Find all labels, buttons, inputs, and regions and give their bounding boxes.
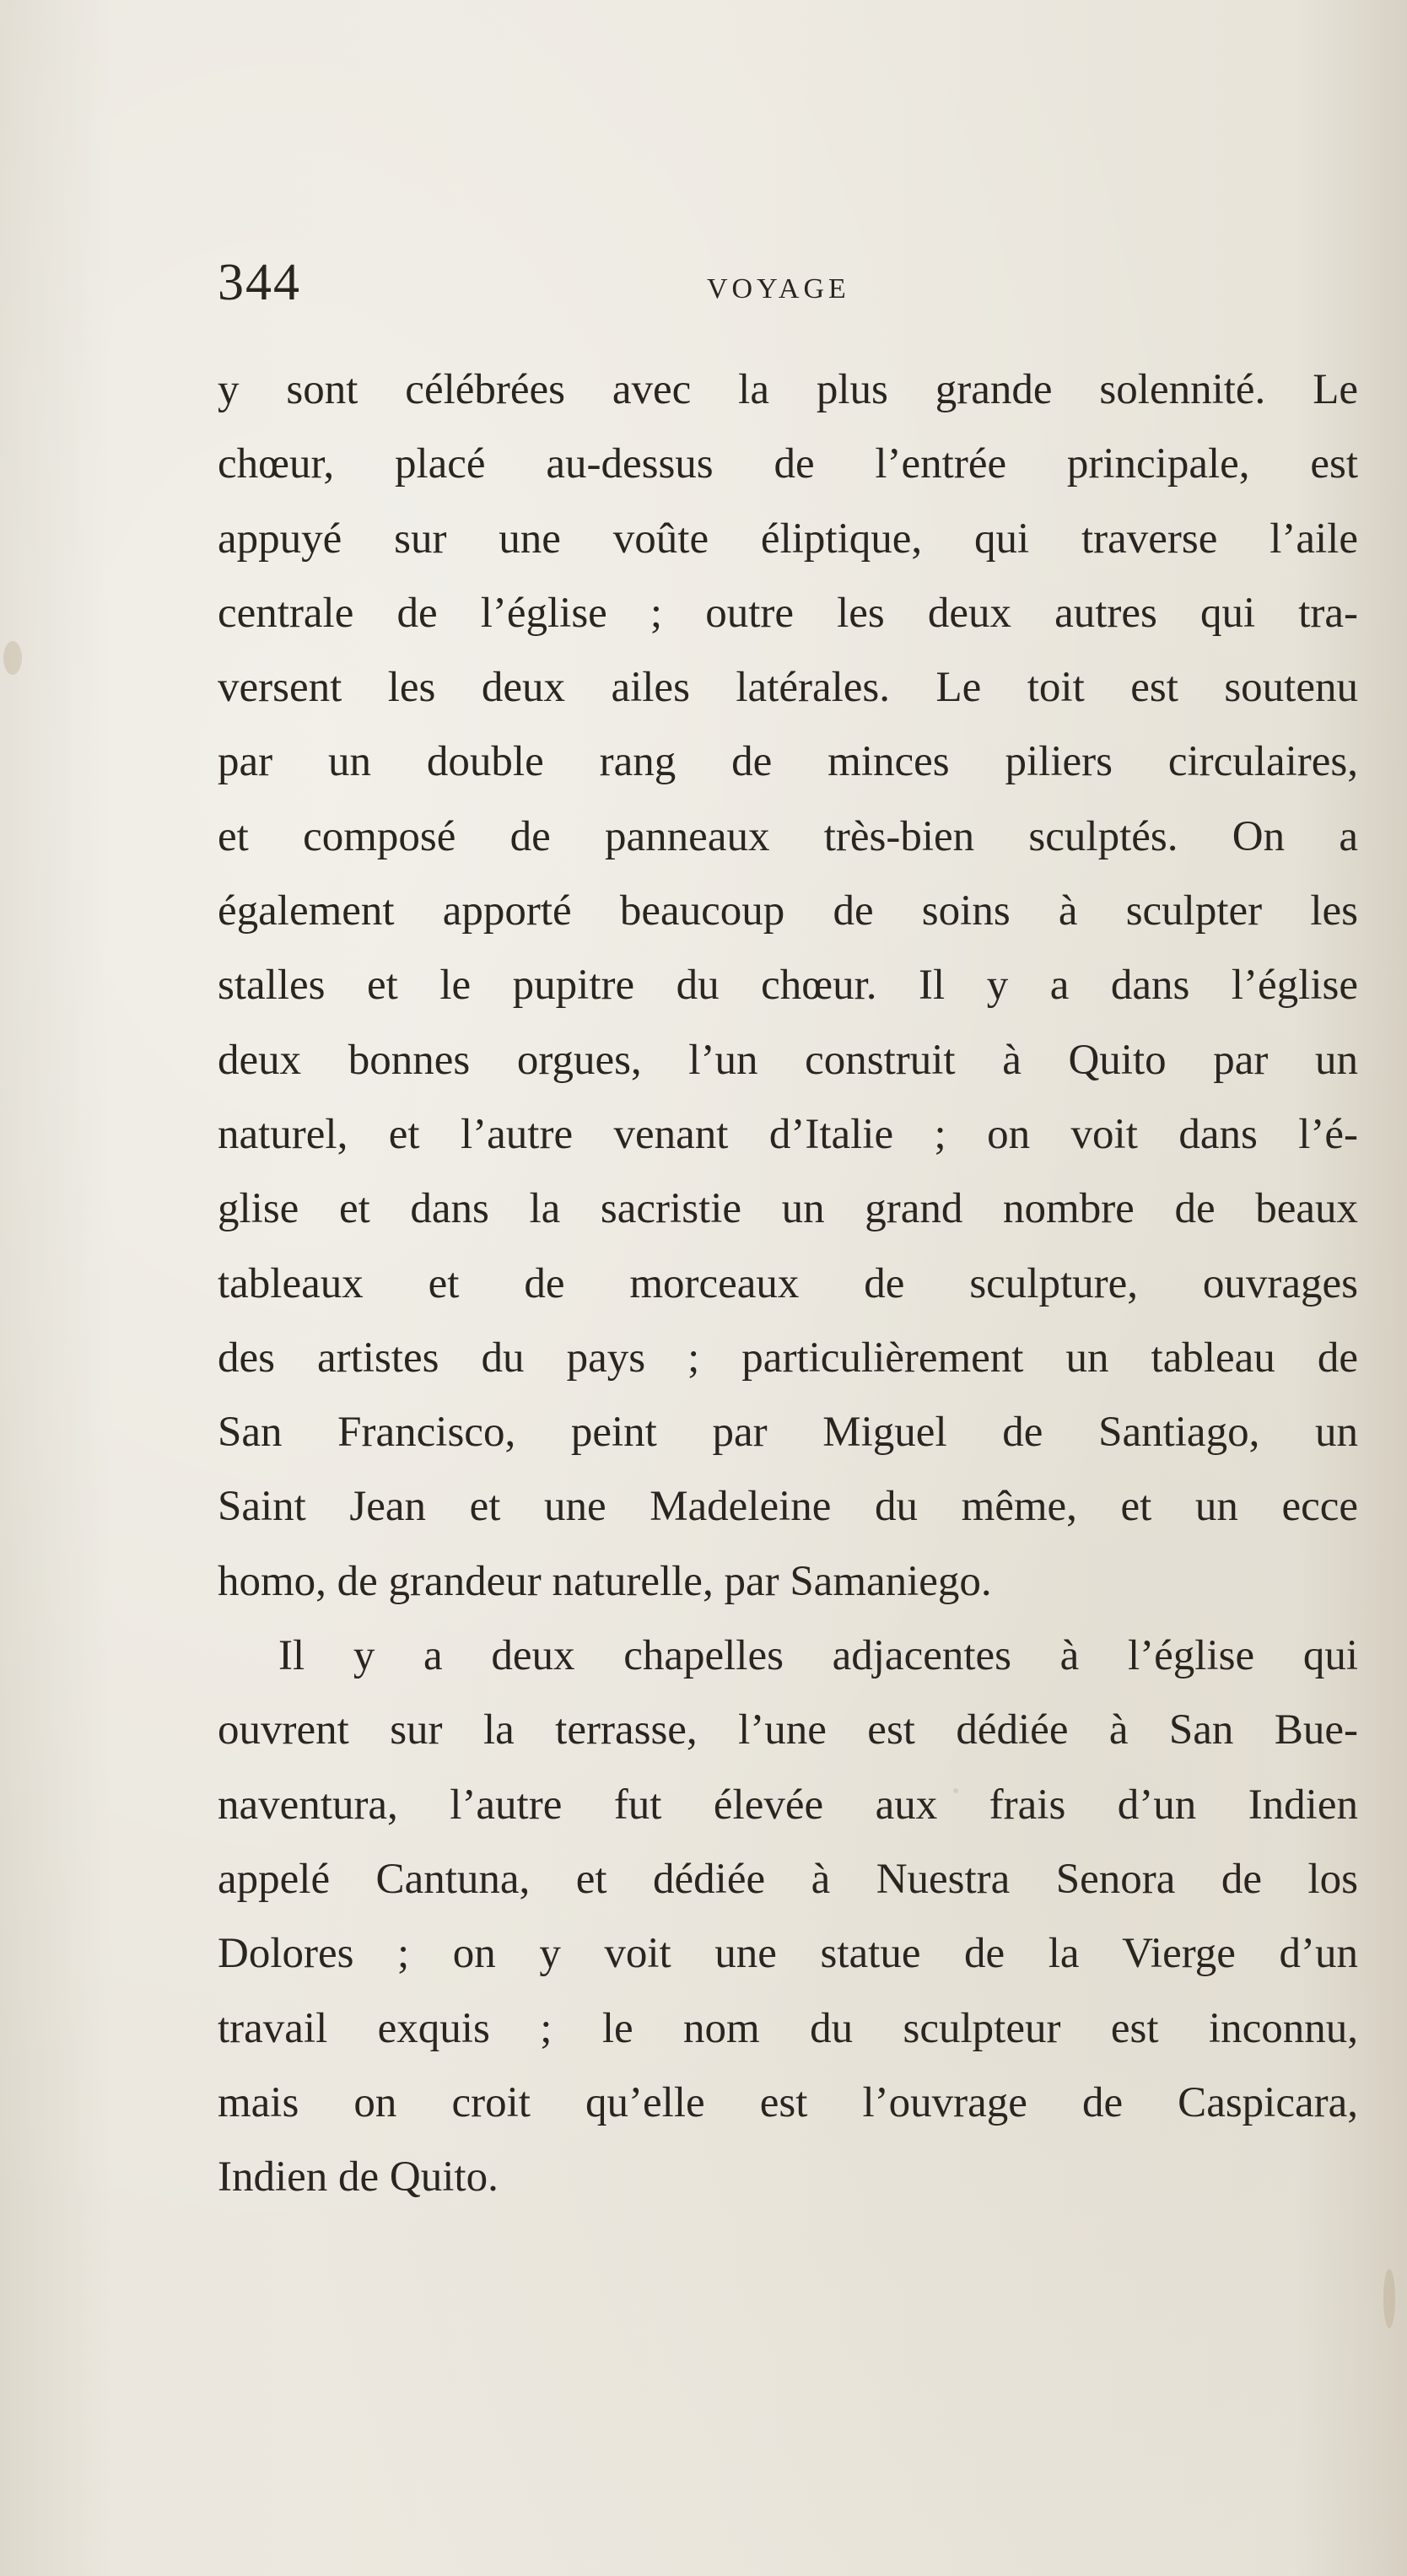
body-text [218,353,1358,2214]
text-line: par un double rang de minces piliers circulaires, [218,738,1358,786]
text-line: tableaux et de morceaux de sculpture, ouvrages [218,1259,1358,1307]
text-line: naturel, et l’autre venant d’Italie ; on voit dans l’é- [218,1110,1358,1158]
text-line: ouvrent sur la terrasse, l’une est dédiée à San Bue- [218,1706,1358,1754]
running-head: VOYAGE [707,273,850,304]
text-line: Indien de Quito. [218,2153,499,2201]
paragraph [218,1619,1358,2214]
text-line: San Francisco, peint par Miguel de Santiago, un [218,1409,1358,1457]
text-line: mais on croit qu’elle est l’ouvrage de Caspicara, [218,2078,1358,2126]
text-line: Saint Jean et une Madeleine du même, et un ecce [218,1483,1358,1531]
text-line: Dolores ; on y voit une statue de la Vierge d’un [218,1930,1358,1978]
page-number: 344 [218,254,301,311]
foxing-spot [1383,2269,1395,2328]
text-line: appelé Cantuna, et dédiée à Nuestra Senora de los [218,1855,1358,1903]
paragraph [218,353,1358,1619]
text-line: Il y a deux chapelles adjacentes à l’église qui [278,1632,1358,1680]
text-line: naventura, l’autre fut élevée aux frais d’un Indien [218,1781,1358,1829]
text-line: des artistes du pays ; particulièrement un tableau de [218,1334,1358,1382]
text-line: également apporté beaucoup de soins à sculpter les [218,887,1358,935]
text-line: glise et dans la sacristie un grand nombre de beaux [218,1185,1358,1233]
text-line: centrale de l’église ; outre les deux autres qui tra- [218,589,1358,637]
text-line: stalles et le pupitre du chœur. Il y a dans l’église [218,962,1358,1010]
text-line: travail exquis ; le nom du sculpteur est inconnu, [218,2004,1358,2052]
foxing-spot [3,641,22,675]
text-line: deux bonnes orgues, l’un construit à Quito par un [218,1036,1358,1084]
text-line: y sont célébrées avec la plus grande solennité. Le [218,366,1358,413]
text-line: homo, de grandeur naturelle, par Samaniego. [218,1557,992,1605]
text-line: versent les deux ailes latérales. Le toit est soutenu [218,664,1358,712]
text-line: appuyé sur une voûte éliptique, qui traverse l’aile [218,515,1358,563]
text-line: chœur, placé au-dessus de l’entrée principale, est [218,440,1358,488]
text-line: et composé de panneaux très-bien sculptés. On a [218,812,1358,860]
page-header [218,253,1356,329]
